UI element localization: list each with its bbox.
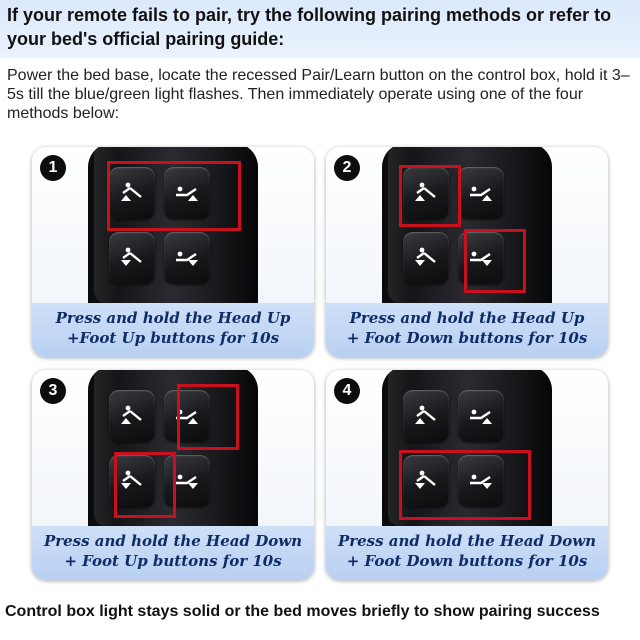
method-card-3	[32, 370, 314, 580]
head-down-button[interactable]	[403, 232, 449, 284]
caption-text: Press and hold the Head Down + Foot Down buttons for 10s	[337, 532, 597, 570]
caption-text: Press and hold the Head Up + Foot Down buttons for 10s	[346, 309, 588, 347]
foot-up-button[interactable]	[458, 167, 504, 219]
caption-panel	[32, 303, 314, 357]
method-card-4	[326, 370, 608, 580]
head-up-button[interactable]	[109, 390, 155, 442]
step-number-badge: 2	[334, 155, 360, 181]
highlight-box	[464, 229, 526, 293]
method-card-2	[326, 147, 608, 357]
foot-up-icon	[468, 404, 494, 426]
caption-panel	[326, 526, 608, 580]
step-number-badge: 3	[40, 378, 66, 404]
highlight-box	[177, 384, 239, 450]
method-card-1	[32, 147, 314, 357]
foot-down-icon	[174, 469, 200, 491]
intro-paragraph: Power the bed base, locate the recessed Pair/Learn button on the control box, hold it 3–5s till the blue/green light flashes. Then immediately operate using one of the four methods below:	[7, 67, 630, 122]
highlight-box	[107, 161, 241, 231]
foot-down-button[interactable]	[164, 232, 210, 284]
step-number-badge: 1	[40, 155, 66, 181]
caption-text: Press and hold the Head Up +Foot Up buttons for 10s	[55, 309, 291, 347]
head-down-button[interactable]	[109, 232, 155, 284]
footer-note: Control box light stays solid or the bed moves briefly to show pairing success	[5, 603, 600, 620]
head-up-icon	[413, 404, 439, 426]
highlight-box	[114, 452, 176, 518]
highlight-box	[399, 165, 461, 227]
step-number-badge: 4	[334, 378, 360, 404]
header-banner	[0, 0, 640, 58]
page-title: If your remote fails to pair, try the following pairing methods or refer to your bed's official pairing guide:	[7, 5, 612, 49]
caption-panel	[32, 526, 314, 580]
foot-down-icon	[174, 246, 200, 268]
head-down-icon	[119, 246, 145, 268]
foot-up-button[interactable]	[458, 390, 504, 442]
highlight-box	[399, 450, 531, 520]
head-up-icon	[119, 404, 145, 426]
head-up-button[interactable]	[403, 390, 449, 442]
foot-up-icon	[468, 181, 494, 203]
caption-text: Press and hold the Head Down + Foot Up buttons for 10s	[43, 532, 303, 570]
caption-panel	[326, 303, 608, 357]
head-down-icon	[413, 246, 439, 268]
